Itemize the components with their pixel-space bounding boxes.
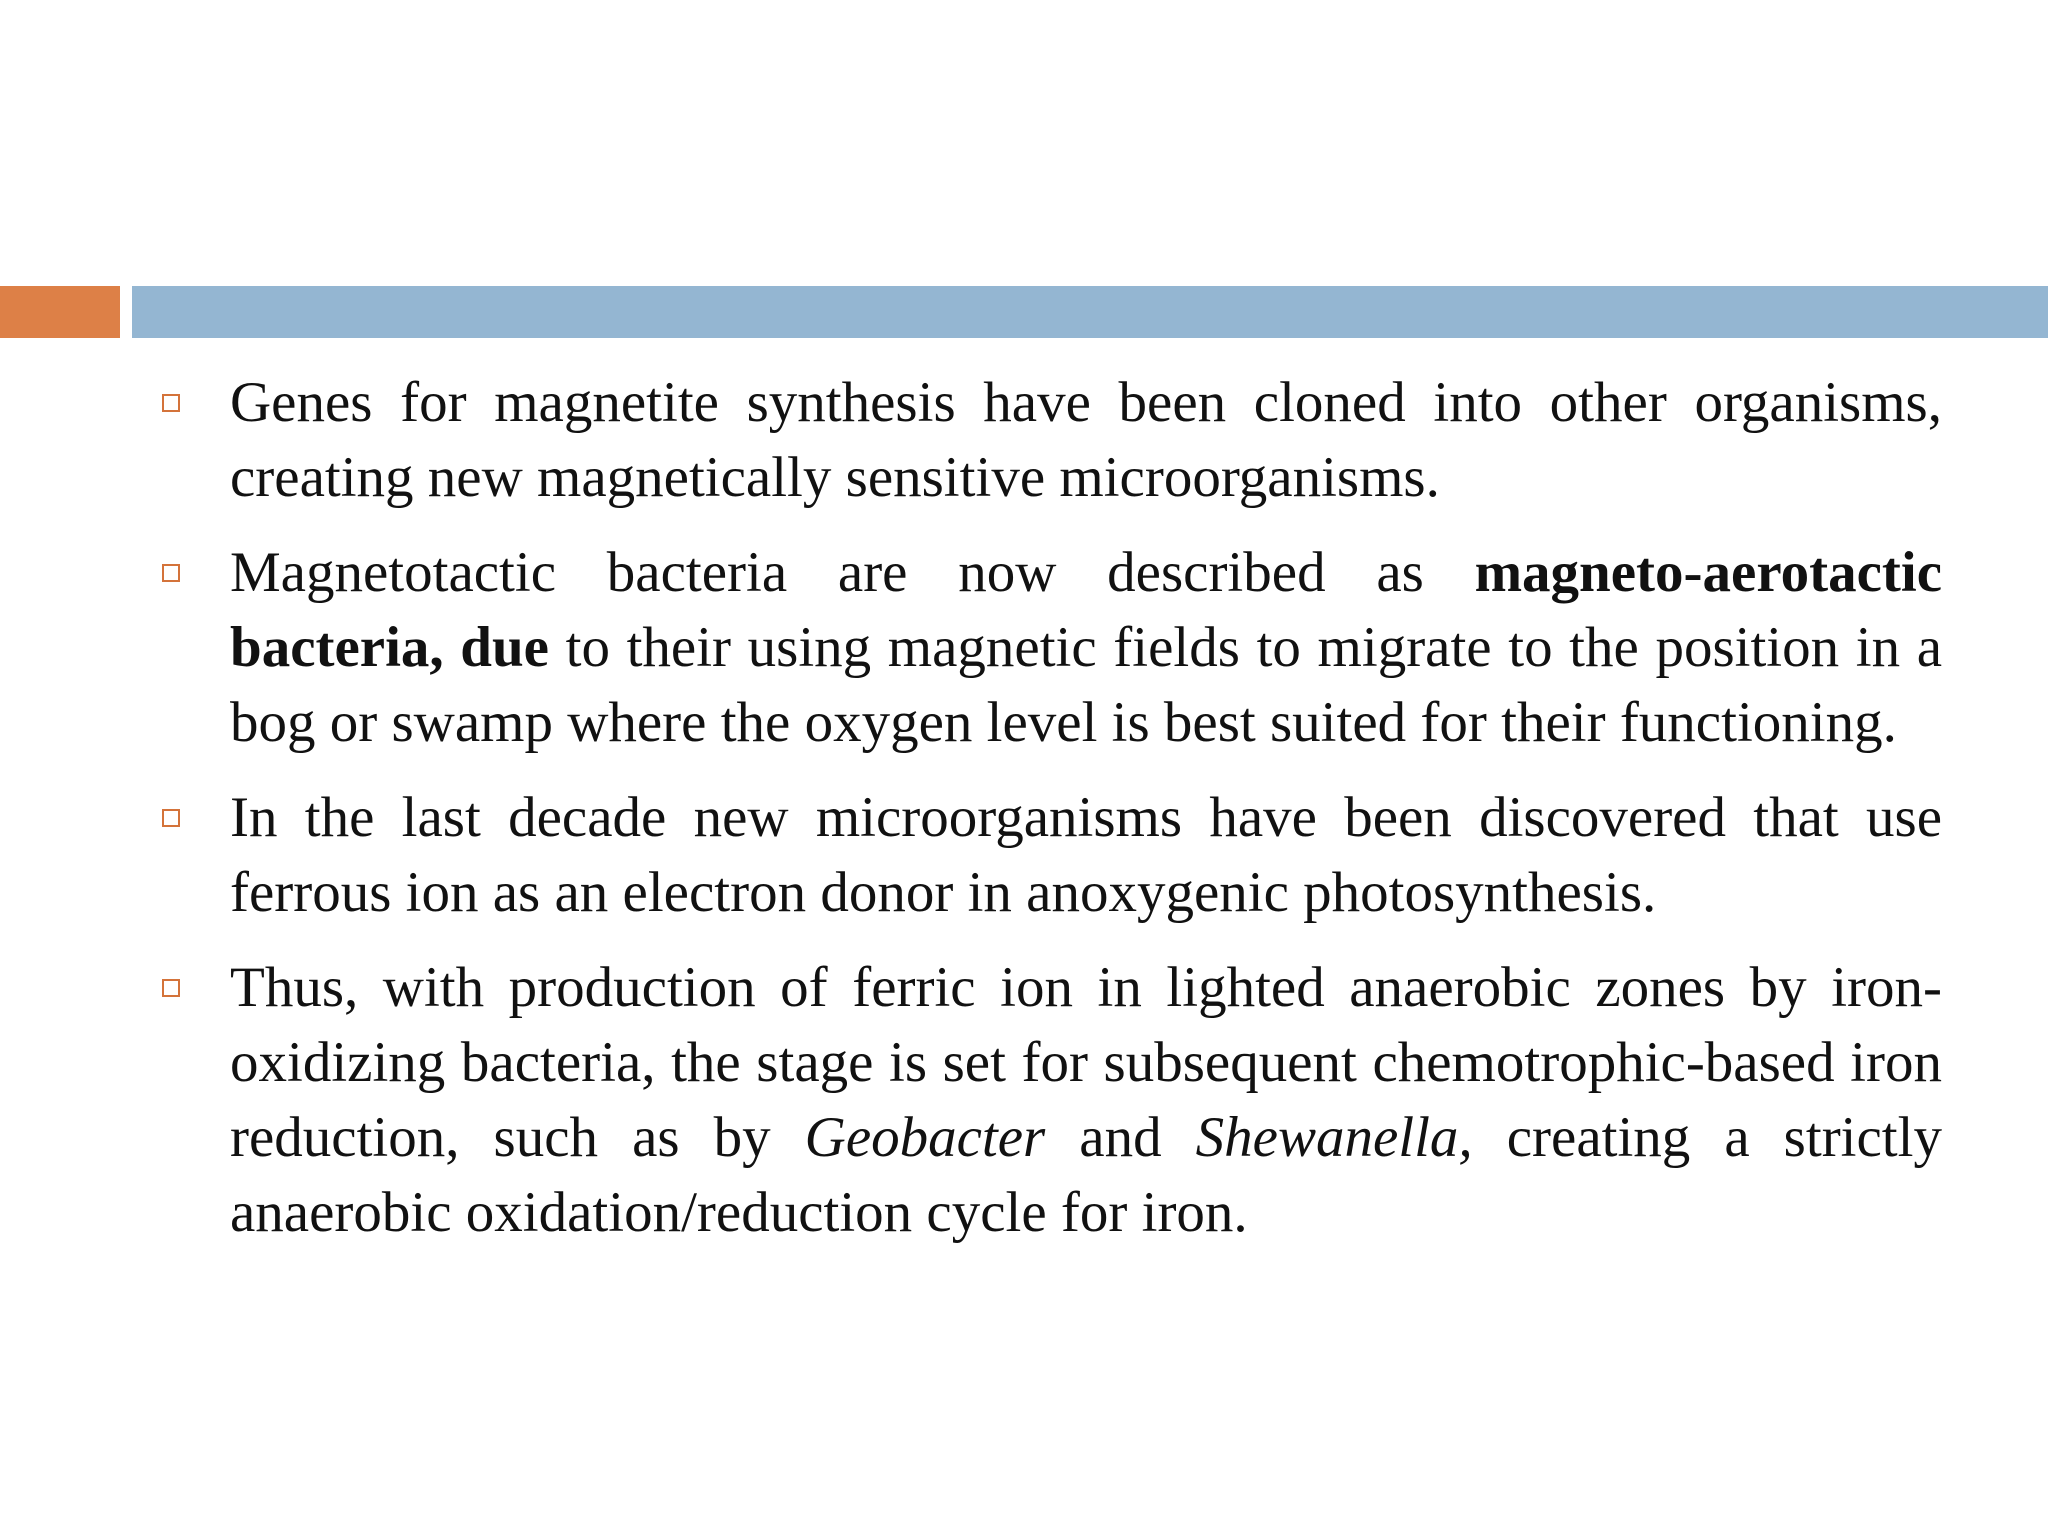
bullet-item bbox=[158, 780, 1942, 930]
bullet-bold-term: magneto-aerotactic bacteria, due bbox=[230, 541, 1942, 679]
bullet-list bbox=[158, 365, 1942, 1270]
bullet-text: Thus, with production of ferric ion in lighted anaerobic zones by iron-oxidizing bacteria, the stage is set for subsequent chemotrophic-based iron reduction, such as by bbox=[230, 956, 1942, 1169]
bullet-text: Magnetotactic bacteria are now described as bbox=[230, 541, 1475, 604]
header-accent-block bbox=[0, 286, 120, 338]
hollow-square-bullet-icon bbox=[162, 809, 180, 827]
hollow-square-bullet-icon bbox=[162, 564, 180, 582]
bullet-text: Genes for magnetite synthesis have been cloned into other organisms, creating new magnetically sensitive microorganisms. bbox=[230, 371, 1942, 509]
genus-name: Shewanella, bbox=[1195, 1106, 1473, 1169]
bullet-item bbox=[158, 950, 1942, 1250]
genus-name: Geobacter bbox=[804, 1106, 1046, 1169]
bullet-text: and bbox=[1045, 1106, 1196, 1169]
bullet-text: creating a strictly anaerobic oxidation/reduction cycle for iron. bbox=[230, 1106, 1942, 1244]
bullet-text: to their using magnetic fields to migrate to the position in a bog or swamp where the oxygen level is best suited for their functioning. bbox=[230, 616, 1943, 754]
bullet-text: In the last decade new microorganisms have been discovered that use ferrous ion as an electron donor in anoxygenic photosynthesis. bbox=[230, 786, 1942, 924]
header-title-band bbox=[132, 286, 2048, 338]
hollow-square-bullet-icon bbox=[162, 394, 180, 412]
hollow-square-bullet-icon bbox=[162, 979, 180, 997]
bullet-item bbox=[158, 535, 1942, 760]
bullet-item bbox=[158, 365, 1942, 515]
